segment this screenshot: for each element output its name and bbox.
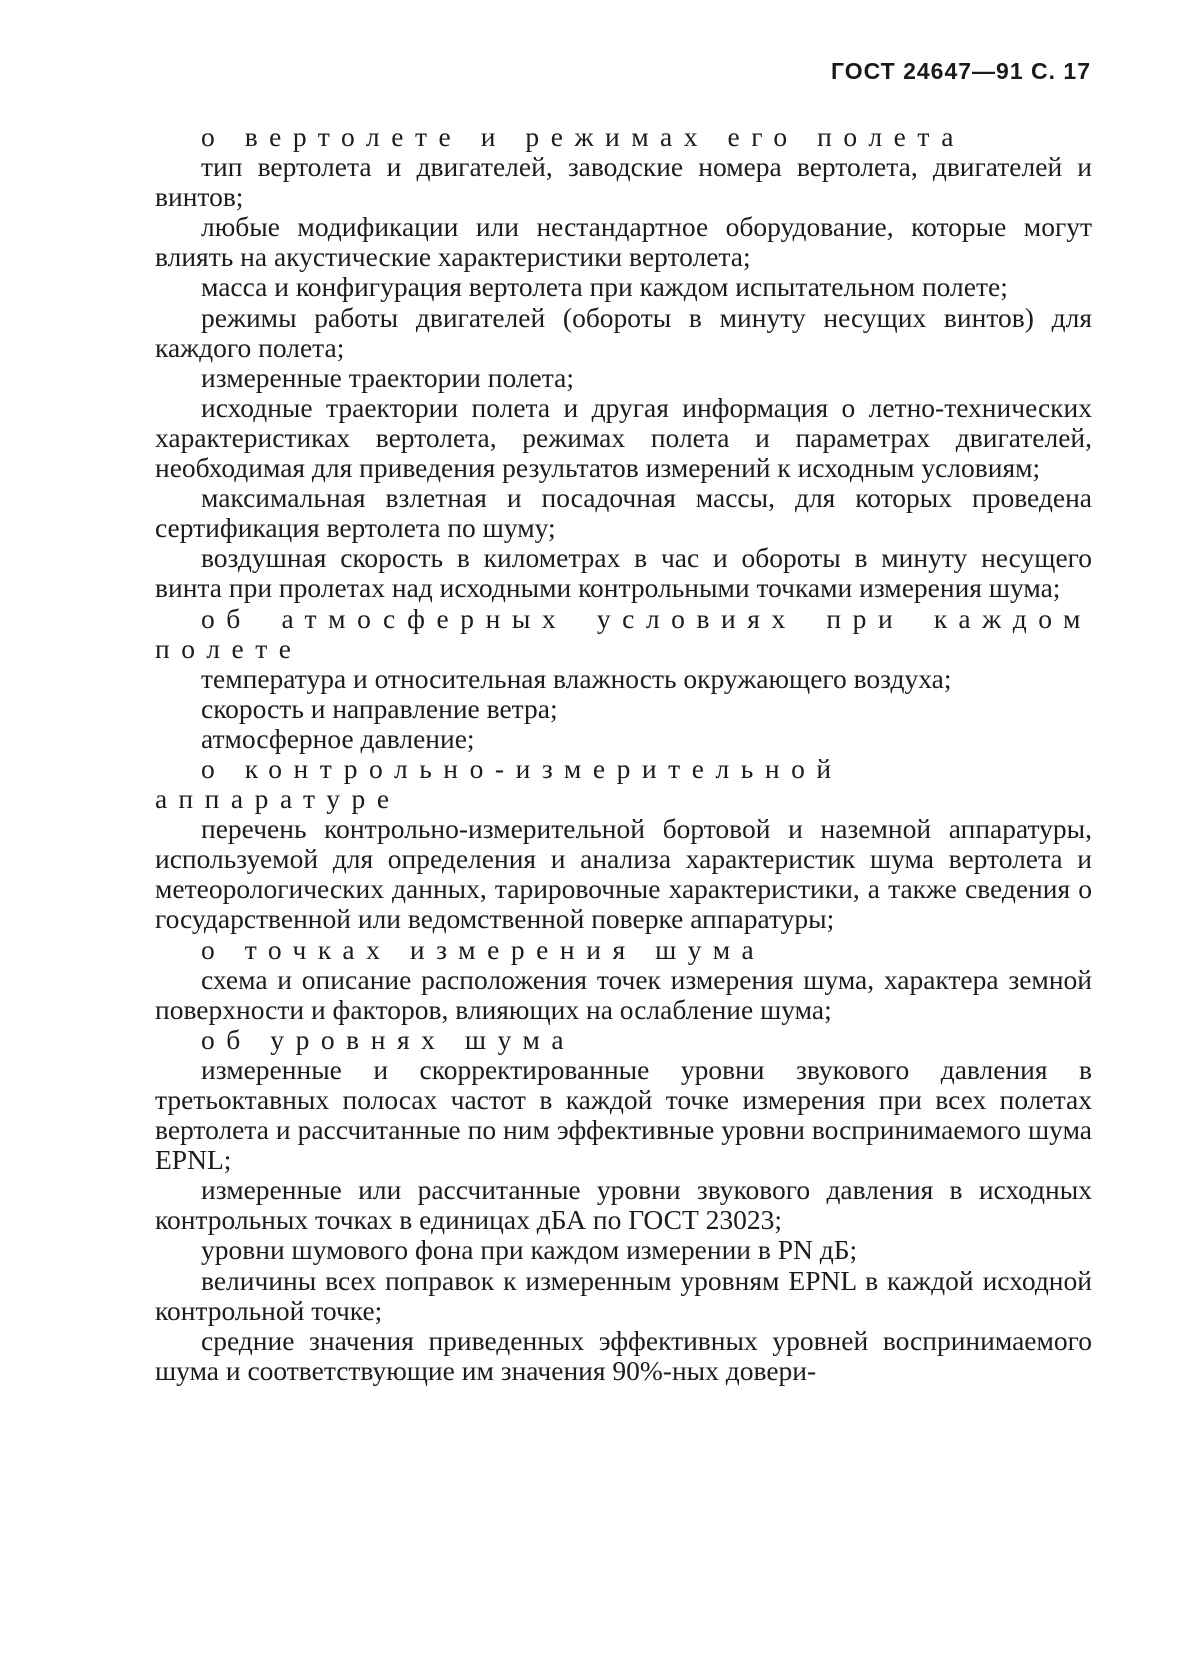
paragraph: режимы работы двигателей (обороты в минуту несущих винтов) для каждого полета;	[155, 301, 1092, 363]
paragraph: измеренные траектории полета;	[201, 361, 574, 393]
document-body	[155, 122, 1092, 1386]
paragraph: максимальная взлетная и посадочная массы, для которых проведена сертификация вертолета по шуму;	[155, 482, 1092, 544]
page-header: ГОСТ 24647—91 С. 17	[830, 58, 1091, 84]
paragraph: температура и относительная влажность окружающего воздуха;	[201, 662, 952, 694]
paragraph: любые модификации или нестандартное оборудование, которые могут влиять на акустические характеристики вертолета;	[155, 211, 1092, 273]
paragraph: измеренные или рассчитанные уровни звукового давления в исходных контрольных точках в единицах дБА по ГОСТ 23023;	[155, 1174, 1092, 1236]
paragraph: тип вертолета и двигателей, заводские номера вертолета, двигателей и винтов;	[155, 151, 1092, 213]
section-heading: о вертолете и режимах его полета	[201, 121, 966, 152]
paragraph: атмосферное давление;	[201, 722, 475, 754]
paragraph: средние значения приведенных эффективных уровней воспринимаемого шума и соответствующие им значения 90%-ных довери-	[155, 1324, 1092, 1386]
paragraph: величины всех поправок к измеренным уровням EPNL в каждой исходной контрольной точке;	[155, 1264, 1092, 1326]
paragraph: уровни шумового фона при каждом измерении в PN дБ;	[201, 1234, 858, 1266]
section-heading: об атмосферных условиях при каждом полете	[155, 602, 1092, 664]
paragraph: скорость и направление ветра;	[201, 692, 558, 724]
paragraph: перечень контрольно-измерительной бортовой и наземной аппаратуры, используемой для определения и анализа характеристик шума вертолета и метеорологических данных, тарировочные характеристики, а также сведения о государственной или ведомственной поверке аппаратуры;	[155, 813, 1092, 935]
paragraph: исходные траектории полета и другая информация о летно-технических характеристиках вертолета, режимах полета и параметрах двигателей, необходимая для приведения результатов измерений к исходным условиям;	[155, 391, 1092, 484]
section-heading: о контрольно-измерительной аппаратуре	[155, 752, 843, 815]
section-heading: о точках измерения шума	[201, 933, 766, 965]
paragraph: масса и конфигурация вертолета при каждом испытательном полете;	[201, 271, 1008, 303]
paragraph: схема и описание расположения точек измерения шума, характера земной поверхности и факторов, влияющих на ослабление шума;	[155, 963, 1092, 1025]
paragraph: измеренные и скорректированные уровни звукового давления в третьоктавных полосах частот в каждой точке измерения при всех полетах вертолета и рассчитанные по ним эффективные уровни воспринимаемого шума EPNL;	[155, 1053, 1092, 1176]
paragraph: воздушная скорость в километрах в час и обороты в минуту несущего винта при пролетах над исходными контрольными точками измерения шума;	[155, 542, 1092, 604]
section-heading: об уровнях шума	[201, 1023, 576, 1055]
